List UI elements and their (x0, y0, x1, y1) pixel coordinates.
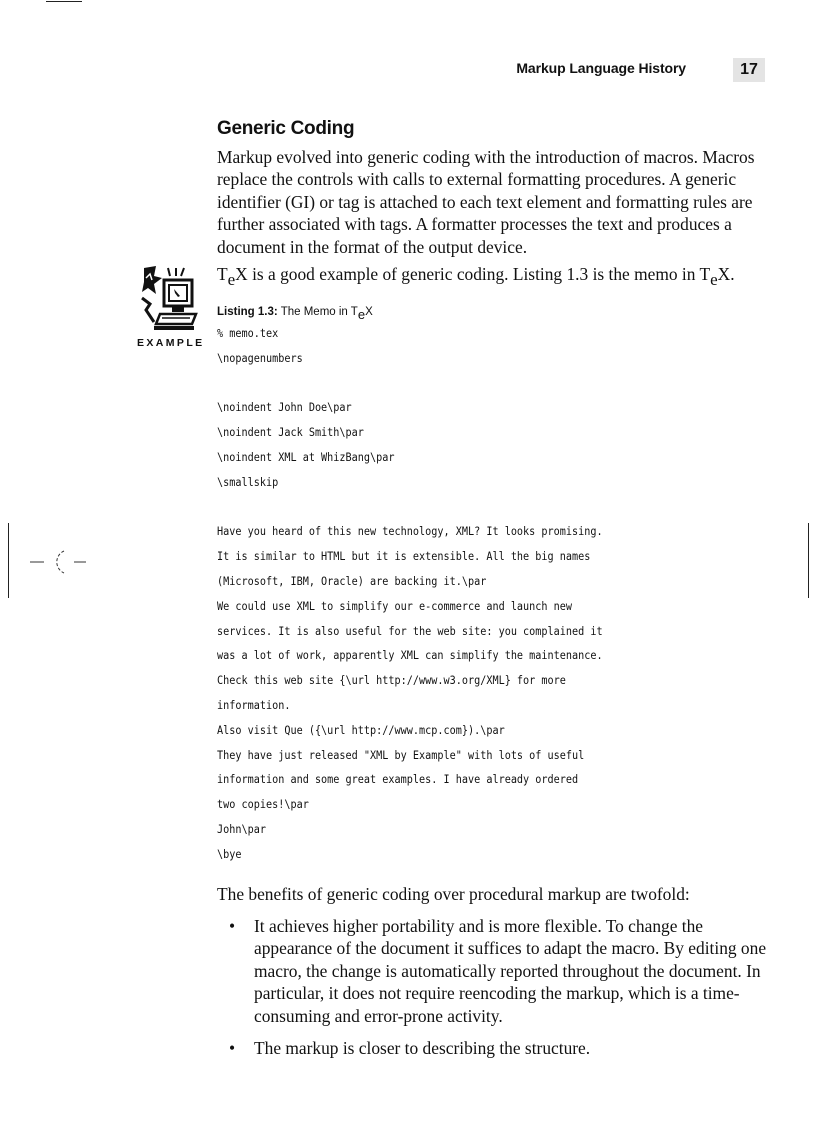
crop-mark-right (808, 523, 809, 598)
crop-mark-left (8, 523, 9, 598)
registration-mark-icon (30, 548, 88, 576)
page-number: 17 (733, 58, 765, 82)
list-item: • The markup is closer to describing the structure. (229, 1038, 591, 1059)
benefits-list (225, 915, 769, 1069)
crop-mark-top (46, 1, 82, 2)
list-item: • It achieves higher portability and is more flexible. To change the appearance of the document it suffices to adapt the macro. By editing one macro, the change is automatically reported throughout the document. In particular, it does not require reencoding the markup, which is a time-consuming and error-prone activity. (229, 916, 767, 1026)
code-listing: % memo.tex \nopagenumbers \noindent John Doe\par \noindent Jack Smith\par \noindent XML at WhizBang\par \smallskip Have you heard of this new technology, XML? It looks promising. It is similar to HTML but it is extensible. All the big names (Microsoft, IBM, Oracle) are backing it.\par We could use XML to simplify our e-commerce and launch new services. It is also useful for the web site: you complained it was a lot of work, apparently XML can simplify the maintenance. Check this web site {\url http://www.w3.org/XML} for more information. Also visit Que ({\url http://www.mcp.com}).\par They have just released "XML by Example" with lots of useful information and some great examples. I have already ordered two copies!\par John\par \bye (217, 327, 603, 861)
intro-paragraph: Markup evolved into generic coding with the introduction of macros. Macros replace the controls with calls to external formatting procedures. A generic identifier (GI) or tag is attached to each text element and formatting rules are further associated with tags. A formatter processes the text and produces a document in the format of the output device. (217, 147, 755, 257)
section-heading: Generic Coding (217, 118, 355, 139)
listing-label: Listing 1.3: (217, 306, 278, 318)
listing-caption: Listing 1.3: The Memo in TeX (217, 306, 373, 322)
tex-example-paragraph: TeX is a good example of generic coding. Listing 1.3 is the memo in TeX. (217, 264, 735, 289)
example-computer-icon (140, 264, 198, 336)
running-head-title: Markup Language History (516, 60, 686, 76)
benefits-lead: The benefits of generic coding over procedural markup are twofold: (217, 884, 690, 904)
example-label: EXAMPLE (137, 337, 205, 349)
